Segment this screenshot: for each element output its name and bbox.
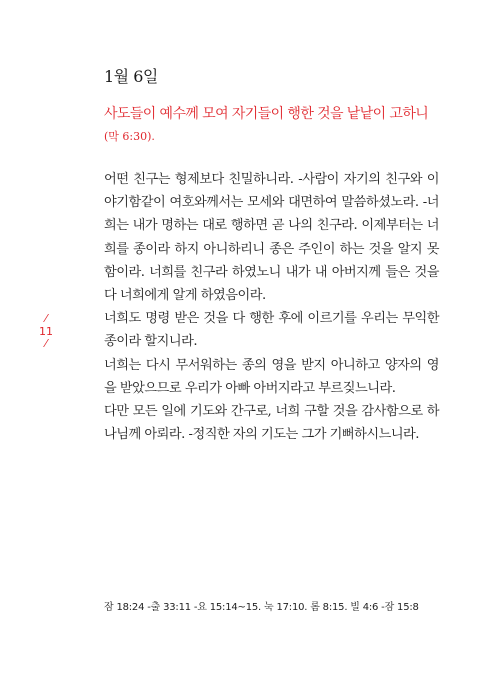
devotional-body <box>104 168 439 446</box>
verse-reference: (막 6:30). <box>104 130 155 143</box>
page-number-marker <box>33 313 59 350</box>
body-paragraph: 다만 모든 일에 기도와 간구로, 너희 구할 것을 감사함으로 하나님께 아뢰라. -정직한 자의 기도는 그가 기뻐하시느니라. <box>104 404 439 443</box>
page-number: 11 <box>39 325 53 338</box>
scripture-references: 잠 18:24 -출 33:11 -요 15:14~15. 눅 17:10. 롬 8:15. 빌 4:6 -잠 15:8 <box>104 602 419 613</box>
body-paragraph: 너희도 명령 받은 것을 다 행한 후에 이르기를 우리는 무익한 종이라 할지니라. <box>104 311 439 350</box>
verse-text: 사도들이 예수께 모여 자기들이 행한 것을 낱낱이 고하니 <box>104 106 429 122</box>
page-slash-top: ⁄ <box>45 312 47 325</box>
body-paragraph: 너희는 다시 무서워하는 종의 영을 받지 아니하고 양자의 영을 받았으므로 우리가 아빠 아버지라고 부르짖느니라. <box>104 357 439 396</box>
page-slash-bottom: ⁄ <box>45 337 47 350</box>
date-heading: 1월 6일 <box>104 67 158 86</box>
body-paragraph: 어떤 친구는 형제보다 친밀하니라. -사람이 자기의 친구와 이야기함같이 여호와께서는 모세와 대면하여 말씀하셨노라. -너희는 내가 명하는 대로 행하면 곧 나의 친구라. 이제부터는 너희를 종이라 하지 아니하리니 종은 주인이 하는 것을 알지 못함이라. 너희를 친구라 하였노니 내가 내 아버지께 들은 것을 다 너희에게 알게 하였음이라. <box>104 172 439 304</box>
